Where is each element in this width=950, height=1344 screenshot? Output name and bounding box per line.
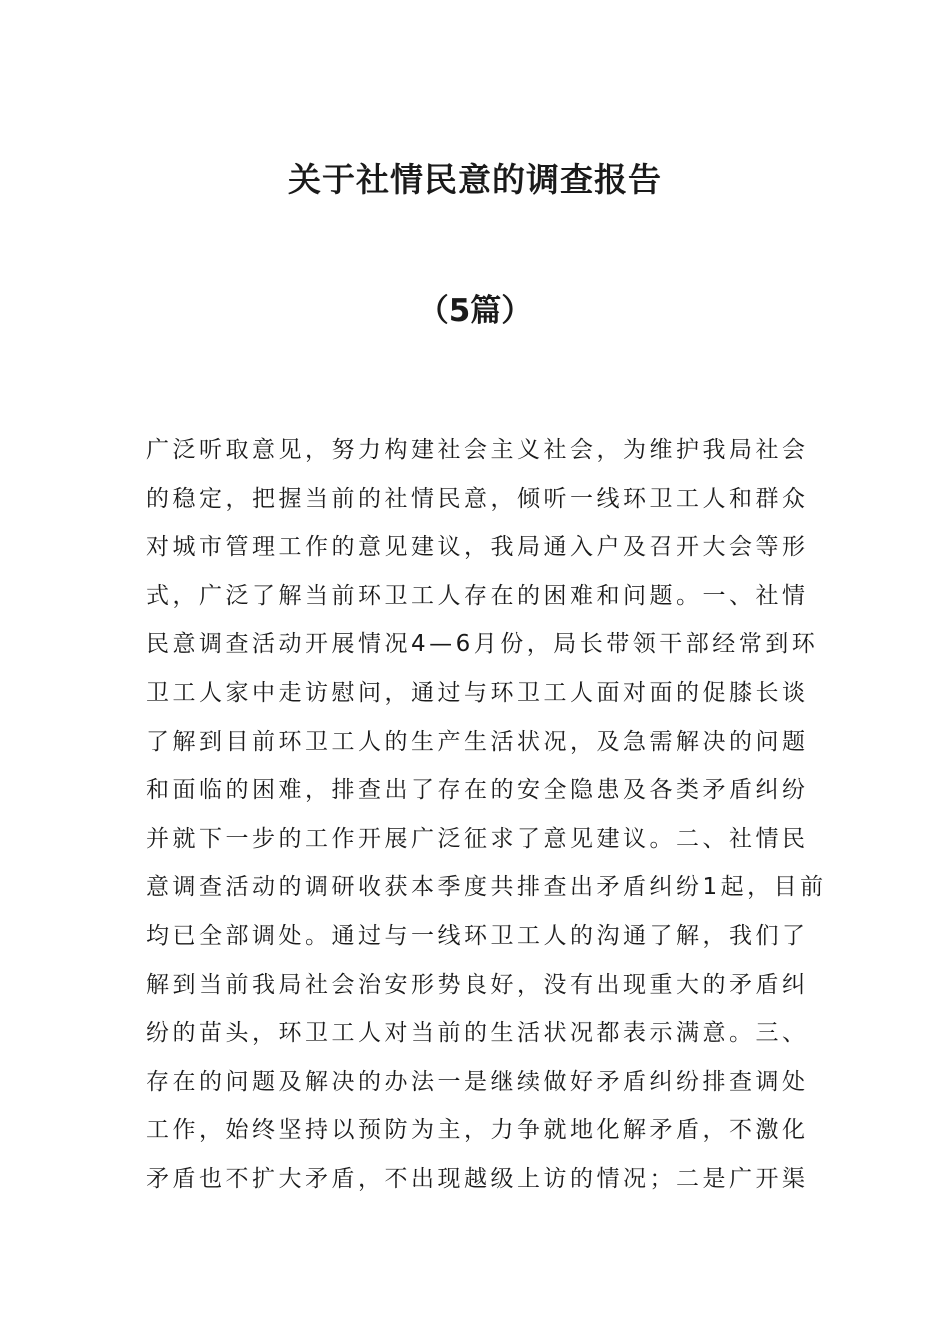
body-line: 纷的苗头，环卫工人对当前的生活状况都表示满意。三、 (146, 1020, 809, 1047)
body-line: 民意调查活动开展情况4—6月份，局长带领干部经常到环 (146, 631, 819, 658)
body-line: 均已全部调处。通过与一线环卫工人的沟通了解，我们了 (146, 922, 809, 949)
body-line: 广泛听取意见，努力构建社会主义社会，为维护我局社会 (146, 437, 809, 463)
body-line: 解到当前我局社会治安形势良好，没有出现重大的矛盾纠 (146, 971, 809, 998)
body-line: 了解到目前环卫工人的生产生活状况，及急需解决的问题 (146, 728, 809, 755)
document-subtitle: （5篇） (417, 293, 533, 329)
body-line: 意调查活动的调研收获本季度共排查出矛盾纠纷1起，目前 (146, 874, 827, 901)
body-line: 存在的问题及解决的办法一是继续做好矛盾纠纷排查调处 (146, 1068, 809, 1095)
body-line: 矛盾也不扩大矛盾，不出现越级上访的情况；二是广开渠 (146, 1165, 809, 1192)
body-line: 对城市管理工作的意见建议，我局通入户及召开大会等形 (146, 534, 809, 561)
body-line: 的稳定，把握当前的社情民意，倾听一线环卫工人和群众 (146, 485, 809, 512)
document-title: 关于社情民意的调查报告 (288, 160, 662, 199)
body-line: 和面临的困难，排查出了存在的安全隐患及各类矛盾纠纷 (146, 777, 809, 804)
body-line: 卫工人家中走访慰问，通过与环卫工人面对面的促膝长谈 (146, 679, 809, 706)
body-line: 并就下一步的工作开展广泛征求了意见建议。二、社情民 (146, 825, 809, 852)
body-line: 工作，始终坚持以预防为主，力争就地化解矛盾，不激化 (146, 1117, 809, 1144)
document-body (146, 426, 827, 1204)
body-line: 式，广泛了解当前环卫工人存在的困难和问题。一、社情 (146, 582, 809, 609)
